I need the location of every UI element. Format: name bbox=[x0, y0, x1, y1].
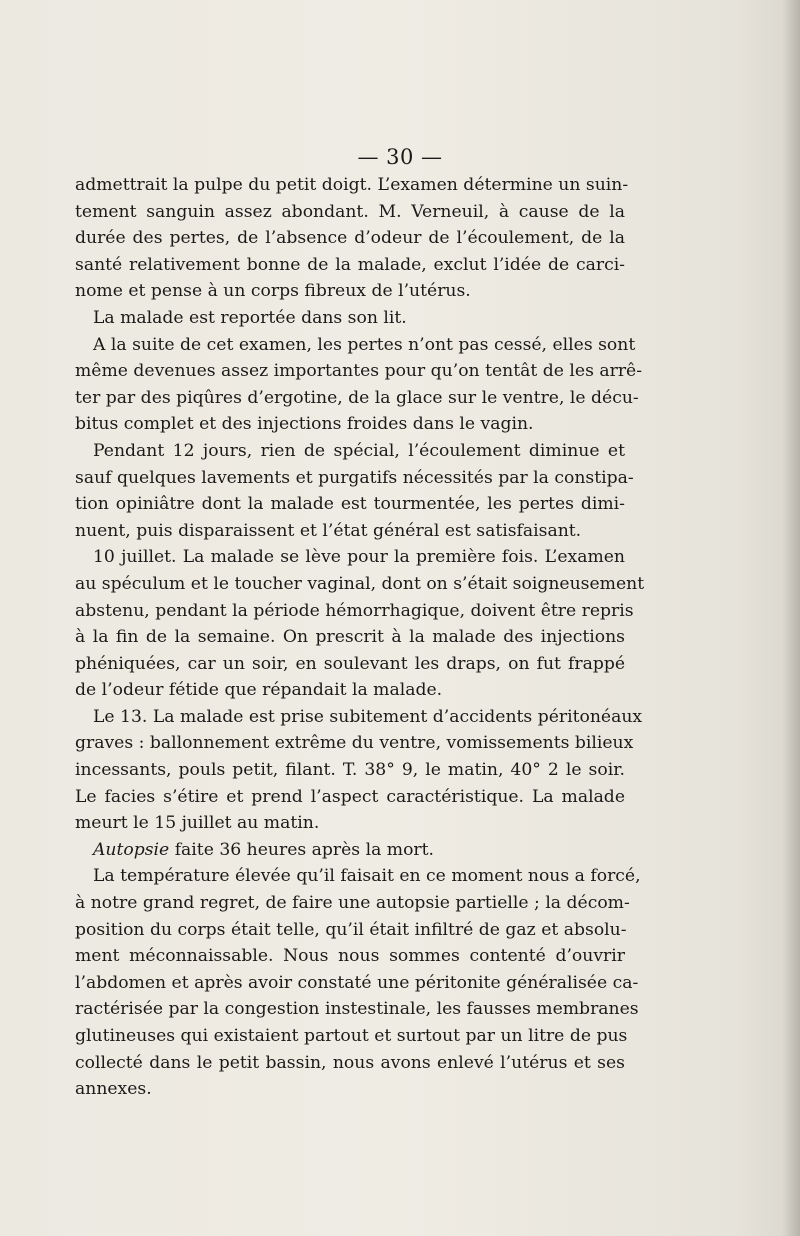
text-line: nuent, puis disparaissent et l’état général est satisfaisant. bbox=[75, 520, 582, 541]
text-line: 10 juillet. La malade se lève pour la première fois. L’examen bbox=[93, 547, 625, 568]
page-edge-shadow bbox=[782, 0, 800, 1236]
text-line: Le facies s’étire et prend l’aspect caractéristique. La malade bbox=[75, 786, 625, 807]
text-line: tement sanguin assez abondant. M. Verneuil, à cause de la bbox=[75, 201, 625, 222]
text-line: ment méconnaissable. Nous nous sommes contenté d’ouvrir bbox=[75, 946, 625, 967]
text-line: sauf quelques lavements et purgatifs nécessités par la constipa- bbox=[75, 467, 634, 488]
text-line: au spéculum et le toucher vaginal, dont on s’était soigneusement bbox=[75, 573, 645, 594]
line-rest: faite 36 heures après la mort. bbox=[169, 839, 435, 860]
text-line: annexes. bbox=[75, 1079, 152, 1100]
text-line: à la fin de la semaine. On prescrit à la malade des injections bbox=[75, 627, 625, 648]
text-line: l’abdomen et après avoir constaté une péritonite généralisée ca- bbox=[75, 972, 639, 993]
text-line: santé relativement bonne de la malade, exclut l’idée de carci- bbox=[75, 254, 625, 275]
text-line: glutineuses qui existaient partout et surtout par un litre de pus bbox=[75, 1026, 628, 1046]
text-line: durée des pertes, de l’absence d’odeur de l’écoulement, de la bbox=[75, 228, 625, 249]
text-line: incessants, pouls petit, filant. T. 38° 9, le matin, 40° 2 le soir. bbox=[75, 760, 625, 781]
text-line: ter par des piqûres d’ergotine, de la glace sur le ventre, le décu- bbox=[75, 387, 639, 408]
text-line: La malade est reportée dans son lit. bbox=[93, 307, 407, 328]
text-line: meurt le 15 juillet au matin. bbox=[75, 813, 320, 834]
text-line bbox=[75, 837, 625, 864]
text-line: admettrait la pulpe du petit doigt. L’examen détermine un suin- bbox=[75, 175, 629, 195]
text-line: Pendant 12 jours, rien de spécial, l’écoulement diminue et bbox=[93, 440, 625, 461]
italic-word: Autopsie bbox=[93, 839, 170, 860]
text-line: ractérisée par la congestion instestinale, les fausses membranes bbox=[75, 999, 639, 1020]
text-line: phéniquées, car un soir, en soulevant les draps, on fut frappé bbox=[75, 653, 625, 674]
text-line: abstenu, pendant la période hémorrhagique, doivent être repris bbox=[75, 600, 634, 621]
text-line: collecté dans le petit bassin, nous avons enlevé l’utérus et ses bbox=[75, 1052, 625, 1073]
text-line: bitus complet et des injections froides dans le vagin. bbox=[75, 414, 534, 435]
text-line: nome et pense à un corps fibreux de l’utérus. bbox=[75, 281, 471, 302]
text-line: position du corps était telle, qu’il était infiltré de gaz et absolu- bbox=[75, 919, 627, 940]
text-line: A la suite de cet examen, les pertes n’ont pas cessé, elles sont bbox=[93, 334, 636, 355]
page-number: — 30 — bbox=[357, 145, 443, 169]
text-line: Le 13. La malade est prise subitement d’accidents péritonéaux bbox=[93, 706, 643, 727]
text-line: de l’odeur fétide que répandait la malade. bbox=[75, 680, 443, 701]
text-line: graves : ballonnement extrême du ventre, vomissements bilieux bbox=[75, 733, 634, 754]
text-line: La température élevée qu’il faisait en ce moment nous a forcé, bbox=[93, 866, 641, 887]
text-line: à notre grand regret, de faire une autopsie partielle ; la décom- bbox=[75, 893, 630, 914]
text-line: même devenues assez importantes pour qu’on tentât de les arrê- bbox=[75, 361, 643, 382]
body-text bbox=[75, 172, 645, 1103]
text-line: tion opiniâtre dont la malade est tourmentée, les pertes dimi- bbox=[75, 494, 625, 515]
